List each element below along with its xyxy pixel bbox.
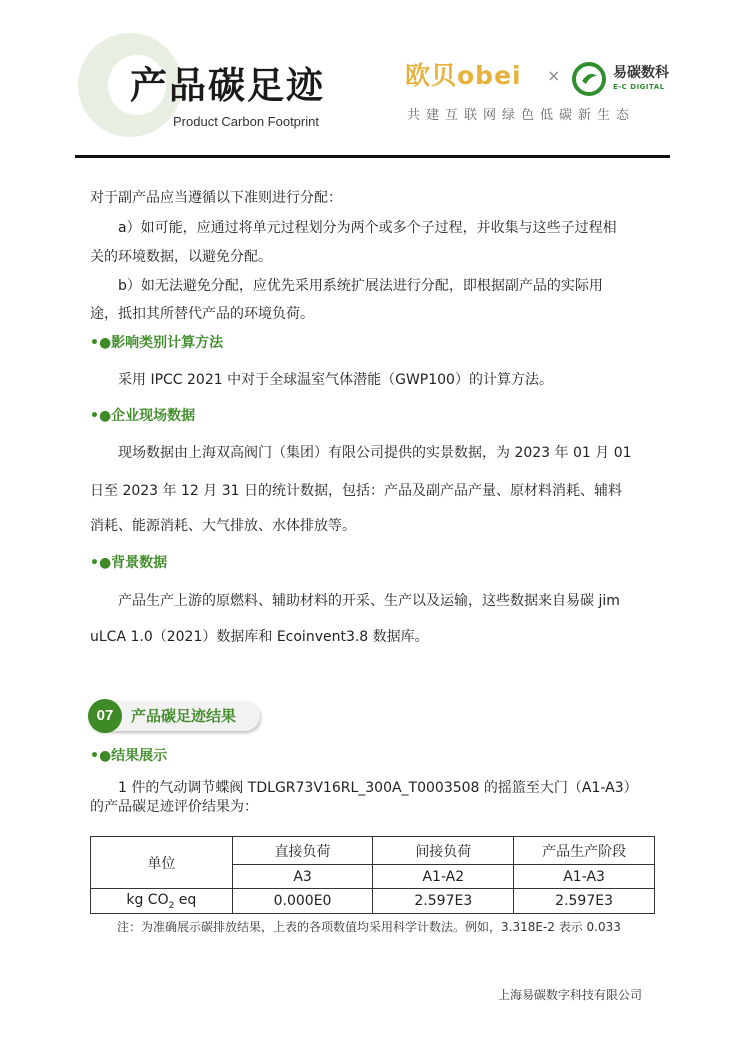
stage-production: A1-A3 <box>514 865 655 889</box>
ec-digital-logo-icon <box>572 62 606 96</box>
ec-digital-name: 易碳数科 <box>613 65 669 81</box>
background-heading: •●背景数据 <box>90 555 168 571</box>
results-intro-line2: 的产品碳足迹评价结果为： <box>90 799 258 815</box>
table-note: 注：为准确展示碳排放结果，上表的各项数值均采用科学计数法。例如，3.318E-2 表示 0.033 <box>117 920 621 934</box>
logo-separator: × <box>547 66 561 85</box>
unit-cell: kg $CO_2$ eq <box>91 889 233 914</box>
allocation-rule-b-line2: 途，抵扣其所替代产品的环境负荷。 <box>90 306 314 322</box>
page-header <box>0 0 743 160</box>
header-direct-load: 直接负荷 <box>232 837 373 865</box>
section-number-badge: 07 <box>88 699 122 733</box>
header-production-stage: 产品生产阶段 <box>514 837 655 865</box>
stage-indirect-load: A1-A2 <box>373 865 514 889</box>
section-07-title: 产品碳足迹结果 <box>131 707 237 725</box>
background-line1: 产品生产上游的原燃料、辅助材料的开采、生产以及运输，这些数据来自易碳 jim <box>118 593 620 609</box>
ec-digital-subtitle: E-C DIGITAL <box>613 83 665 91</box>
table-header-row <box>91 837 655 865</box>
bullet-icon: •● <box>90 748 112 764</box>
allocation-rule-a-line2: 关的环境数据，以避免分配。 <box>90 249 272 265</box>
unit-header-cell: 单位 <box>91 837 233 889</box>
results-table <box>90 836 655 914</box>
allocation-rule-a-line1: a）如可能，应通过将单元过程划分为两个或多个子过程，并收集与这些子过程相 <box>118 220 617 236</box>
bullet-icon: •● <box>90 408 112 424</box>
header-divider <box>75 155 670 158</box>
site-data-line1: 现场数据由上海双高阀门（集团）有限公司提供的实景数据，为 2023 年 01 月 01 <box>118 445 632 461</box>
footer-company: 上海易碳数字科技有限公司 <box>498 988 643 1002</box>
slogan: 共建互联网绿色低碳新生态 <box>407 108 636 123</box>
page-title: 产品碳足迹 <box>130 64 325 107</box>
bullet-icon: •● <box>90 555 112 571</box>
results-heading: •●结果展示 <box>90 748 168 764</box>
allocation-rule-b-line1: b）如无法避免分配，应优先采用系统扩展法进行分配，即根据副产品的实际用 <box>118 278 603 294</box>
site-data-line3: 消耗、能源消耗、大气排放、水体排放等。 <box>90 518 356 534</box>
bullet-icon: •● <box>90 335 112 351</box>
value-indirect-load: 2.597E3 <box>373 889 514 914</box>
allocation-intro: 对于副产品应当遵循以下准则进行分配： <box>90 190 342 206</box>
site-data-line2: 日至 2023 年 12 月 31 日的统计数据，包括：产品及副产品产量、原材料消耗、辅料 <box>90 483 622 499</box>
header-indirect-load: 间接负荷 <box>373 837 514 865</box>
value-direct-load: 0.000E0 <box>232 889 373 914</box>
page-subtitle: Product Carbon Footprint <box>173 114 319 129</box>
site-data-heading: •●企业现场数据 <box>90 408 196 424</box>
obei-logo: 欧贝obei <box>405 61 522 90</box>
impact-heading: •●影响类别计算方法 <box>90 335 224 351</box>
table-row <box>91 889 655 914</box>
results-intro-line1: 1 件的气动调节蝶阀 TDLGR73V16RL_300A_T0003508 的摇篮至大门（A1-A3） <box>118 780 638 796</box>
background-line2: uLCA 1.0（2021）数据库和 Ecoinvent3.8 数据库。 <box>90 629 429 645</box>
value-production-stage: 2.597E3 <box>514 889 655 914</box>
stage-direct-load: A3 <box>232 865 373 889</box>
impact-text: 采用 IPCC 2021 中对于全球温室气体潜能（GWP100）的计算方法。 <box>118 372 553 388</box>
